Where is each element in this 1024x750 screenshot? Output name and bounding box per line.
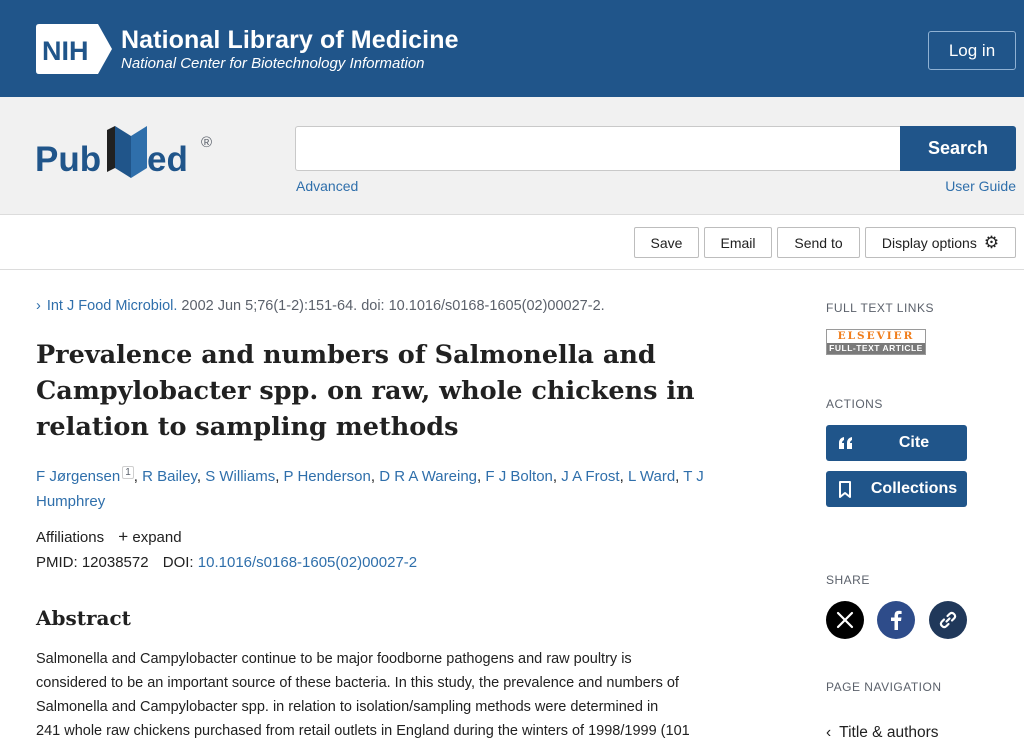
abstract-line: 241 whole raw chickens purchased from retail outlets in England during the winters of 1998/1999 (101	[36, 723, 690, 739]
save-button[interactable]: Save	[634, 227, 699, 258]
author-link[interactable]: L Ward	[627, 468, 676, 485]
authors-list: F Jørgensen $^1$ , R Bailey, S Williams, P Henderson, D R A Wareing, F J Bolton, J A Frost, L Ward, T J Humphrey	[36, 467, 704, 510]
article-identifiers	[36, 554, 417, 571]
svg-text:Pub: Pub	[35, 140, 102, 179]
author-link[interactable]: R Bailey	[142, 468, 197, 485]
facebook-share-icon[interactable]	[877, 601, 915, 639]
share-label: SHARE	[826, 573, 870, 587]
abstract-line: Salmonella and Campylobacter spp. in relation to isolation/sampling methods were determined in	[36, 699, 659, 715]
collections-button[interactable]	[826, 471, 967, 507]
svg-text:ed: ed	[147, 140, 188, 179]
search-band	[0, 97, 1024, 215]
author-link[interactable]: F Jørgensen	[36, 468, 121, 485]
display-options-label: Display options	[881, 234, 977, 251]
user-guide-link[interactable]: User Guide	[945, 178, 1016, 194]
article-title: Prevalence and numbers of Salmonella and Campylobacter spp. on raw, whole chickens in relation to sampling methods	[36, 340, 695, 442]
cite-label: Cite	[898, 434, 930, 451]
abstract-heading: Abstract	[36, 606, 131, 630]
pmid-value: 12038572	[81, 554, 149, 571]
search-input[interactable]	[295, 126, 901, 171]
chevron-left-icon: ‹	[826, 724, 832, 741]
citation-details: 2002 Jun 5;76(1-2):151-64. doi: 10.1016/s0168-1605(02)00027-2.	[177, 298, 605, 314]
abstract-line: considered to be an important source of these bacteria. In this study, the prevalence and numbers of	[36, 675, 679, 691]
journal-link[interactable]: Int J Food Microbiol.	[46, 298, 178, 314]
gear-icon: ⚙	[983, 232, 1000, 252]
advanced-search-link[interactable]: Advanced	[296, 178, 359, 194]
full-text-article-label: FULL-TEXT ARTICLE	[827, 343, 925, 354]
send-to-button[interactable]: Send to	[777, 227, 860, 258]
author-link[interactable]: P Henderson	[283, 468, 371, 485]
cite-button[interactable]	[826, 425, 967, 461]
author-link[interactable]: F J Bolton	[485, 468, 553, 485]
actions-label: ACTIONS	[826, 397, 883, 411]
author-link[interactable]: S Williams	[205, 468, 276, 485]
expand-label: expand	[132, 529, 182, 546]
org-subtitle: National Center for Biotechnology Information	[121, 55, 425, 72]
doi-link[interactable]: 10.1016/s0168-1605(02)00027-2	[197, 554, 418, 571]
page-nav-title-authors[interactable]	[826, 724, 939, 742]
nih-logo[interactable]	[36, 24, 114, 79]
abstract-line: Salmonella and Campylobacter continue to be major foodborne pathogens and raw poultry is	[36, 651, 632, 667]
svg-text:NIH: NIH	[42, 36, 89, 66]
author-link[interactable]: T J Humphrey	[36, 468, 704, 510]
page-nav-item-label: Title & authors	[839, 724, 939, 741]
email-button[interactable]: Email	[704, 227, 772, 258]
affiliations-label: Affiliations	[36, 529, 105, 546]
chevron-right-icon[interactable]: ›	[36, 298, 41, 314]
bookmark-icon	[838, 471, 852, 507]
full-text-links-label: FULL TEXT LINKS	[826, 301, 934, 315]
abstract-text	[36, 647, 758, 743]
plus-icon: +	[118, 527, 129, 546]
author-link[interactable]: D R A Wareing	[379, 468, 478, 485]
elsevier-full-text-link[interactable]	[826, 329, 926, 355]
pmid-label: PMID:	[36, 554, 78, 571]
org-title[interactable]: National Library of Medicine	[121, 26, 459, 54]
author-link[interactable]: J A Frost	[561, 468, 620, 485]
affiliation-number[interactable]: 1	[122, 466, 134, 479]
elsevier-logo-text: ELSEVIER	[827, 330, 925, 343]
affiliations-toggle[interactable]	[36, 527, 182, 547]
quote-icon	[838, 425, 854, 461]
collections-label: Collections	[870, 480, 958, 497]
citation-line	[36, 298, 605, 314]
x-share-icon[interactable]	[826, 601, 864, 639]
login-button[interactable]: Log in	[928, 31, 1016, 70]
doi-label: DOI:	[162, 554, 194, 571]
nih-header	[0, 0, 1024, 97]
search-button[interactable]: Search	[900, 126, 1016, 171]
copy-link-share-icon[interactable]	[929, 601, 967, 639]
display-options-button[interactable]	[865, 227, 1016, 258]
page-navigation-label: PAGE NAVIGATION	[826, 680, 942, 694]
article-toolbar	[0, 215, 1024, 270]
svg-text:®: ®	[201, 134, 213, 151]
pubmed-logo[interactable]	[35, 120, 220, 189]
